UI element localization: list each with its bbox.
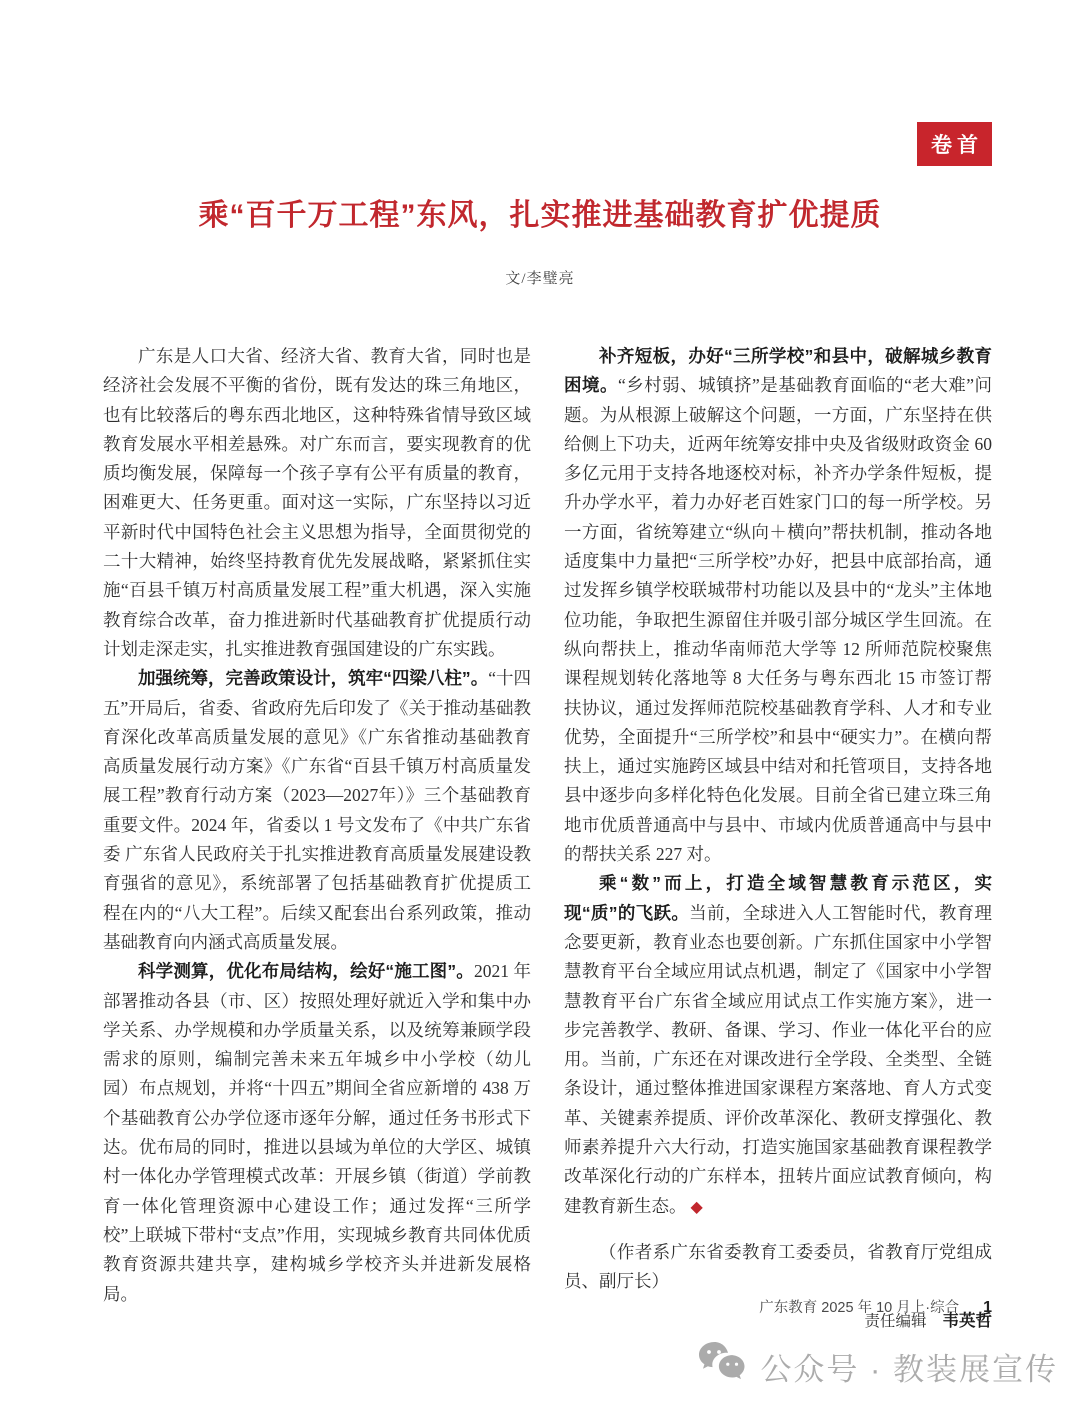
editor-name: 韦英哲: [942, 1311, 992, 1330]
paragraph-text: 当前，全球进入人工智能时代，教育理念要更新，教育业态也要创新。广东抓住国家中小学智慧教育平台全域应用试点机遇，制定了《国家中小学智慧教育平台广东省全域应用试点工作实施方案》，进一步完善教学、教研、备课、学习、作业一体化平台的应用。当前，广东还在对课改进行全学段、全类型、全链条设计，通过整体推进国家课程方案落地、育人方式变革、关键素养提质、评价改革深化、教研支撑强化、教师素养提升六大行动，打造实施国家基础教育课程教学改革深化行动的广东样本，扭转片面应试教育倾向，构建教育新生态。: [564, 902, 993, 1216]
page-title: 乘“百千万工程”东风，扎实推进基础教育扩优提质: [198, 199, 882, 232]
paragraph-text: “十四五”开局后，省委、省政府先后印发了《关于推动基础教育深化改革高质量发展的意见》《广东省推动基础教育高质量发展行动方案》《广东省“百县千镇万村高质量发展工程”教育行动方案（2023—2027年）》三个基础教育重要文件。2024 年，省委以 1 号文发布了《中共广东省委 广东省人民政府关于扎实推进教育高质量发展建设教育强省的意见》，系统部署了包括基础教育扩优提质工程在内的“八大工程”。后续又配套出台系列政策，推动基础教育向内涵式高质量发展。: [103, 668, 531, 952]
column-right: [564, 342, 992, 1331]
paragraph-lead: 补齐短板，办好“三所学校”和县中，破解城乡教育困境。: [564, 346, 992, 396]
section-badge: 卷首: [917, 122, 992, 166]
journal-issue-line: 广东教育 2025 年 10 月上·综合: [759, 1300, 960, 1316]
paragraph: [103, 342, 531, 664]
paragraph-text: 2021 年部署推动各县（市、区）按照处理好就近入学和集中办学关系、办学规模和办学质量关系，以及统筹兼顾学段需求的原则，编制完善未来五年城乡中小学校（幼儿园）布点规划，并将“十四五”期间全省应新增的 438 万个基础教育公办学位逐市逐年分解，通过任务书形式下达。优布局的同时，推进以县域为单位的大学区、城镇村一体化办学管理模式改革：开展乡镇（街道）学前教育一体化管理资源中心建设工作；通过发挥“三所学校”上联城下带村“支点”作用，实现城乡教育共同体优质教育资源共建共享，建构城乡学校齐头并进新发展格局。: [103, 961, 532, 1304]
column-left: [103, 342, 531, 1331]
end-diamond-mark: ◆: [690, 1198, 703, 1216]
paragraph-text: “乡村弱、城镇挤”是基础教育面临的“老大难”问题。为从根源上破解这个问题，一方面，广东坚持在供给侧上下功夫，近两年统筹安排中央及省级财政资金 60 多亿元用于支持各地逐校对标，补齐办学条件短板，提升办学水平，着力办好老百姓家门口的每一所学校。另一方面，省统筹建立“纵向＋横向”帮扶机制，推动各地适度集中力量把“三所学校”办好，把县中底部抬高，通过发挥乡镇学校联城带村功能以及县中的“龙头”主体地位功能，争取把生源留住并吸引部分城区学生回流。在纵向帮扶上，推动华南师范大学等 12 所师范院校聚焦课程规划转化落地等 8 大任务与粤东西北 15 市签订帮扶协议，通过发挥师范院校基础教育学科、人才和专业优势，全面提升“三所学校”和县中“硬实力”。在横向帮扶上，通过实施跨区域县中结对和托管项目，支持各地县中逐步向多样化特色化发展。目前全省已建立珠三角地市优质普通高中与县中、市域内优质普通高中与县中的帮扶关系 227 对。: [564, 375, 992, 865]
paragraph: [564, 869, 992, 1222]
editor-label: 责任编辑: [864, 1312, 927, 1330]
paragraph-lead: 加强统筹，完善政策设计，筑牢“四梁八柱”。: [138, 668, 489, 689]
author-note: （作者系广东省委教育工委委员，省教育厅党组成员、副厅长）: [564, 1241, 992, 1292]
page-number: 1: [983, 1299, 992, 1316]
paragraph: [103, 664, 531, 957]
paragraph: [103, 957, 531, 1309]
watermark: [697, 1341, 1058, 1391]
paragraph-lead: 科学测算，优化布局结构，绘好“施工图”。: [138, 961, 474, 982]
wechat-icon: [697, 1341, 747, 1391]
paragraph-text: 广东是人口大省、经济大省、教育大省，同时也是经济社会发展不平衡的省份，既有发达的珠三角地区，也有比较落后的粤东西北地区，这种特殊省情导致区域教育发展水平相差悬殊。对广东而言，要实现教育的优质均衡发展，保障每一个孩子享有公平有质量的教育，困难更大、任务更重。面对这一实际，广东坚持以习近平新时代中国特色社会主义思想为指导，全面贯彻党的二十大精神，始终坚持教育优先发展战略，紧紧抓住实施“百县千镇万村高质量发展工程”重大机遇，深入实施教育综合改革，奋力推进新时代基础教育扩优提质行动计划走深走实，扎实推进教育强国建设的广东实践。: [103, 346, 531, 659]
article-body: [103, 342, 993, 1331]
watermark-text: 公众号 · 教装展宣传: [760, 1351, 1058, 1387]
paragraph-lead: 乘“数”而上，打造全域智慧教育示范区，实现“质”的飞跃。: [564, 873, 992, 923]
byline: 文/李璧亮: [505, 271, 575, 287]
paragraph: [564, 342, 992, 869]
journal-footer: [759, 1296, 992, 1317]
